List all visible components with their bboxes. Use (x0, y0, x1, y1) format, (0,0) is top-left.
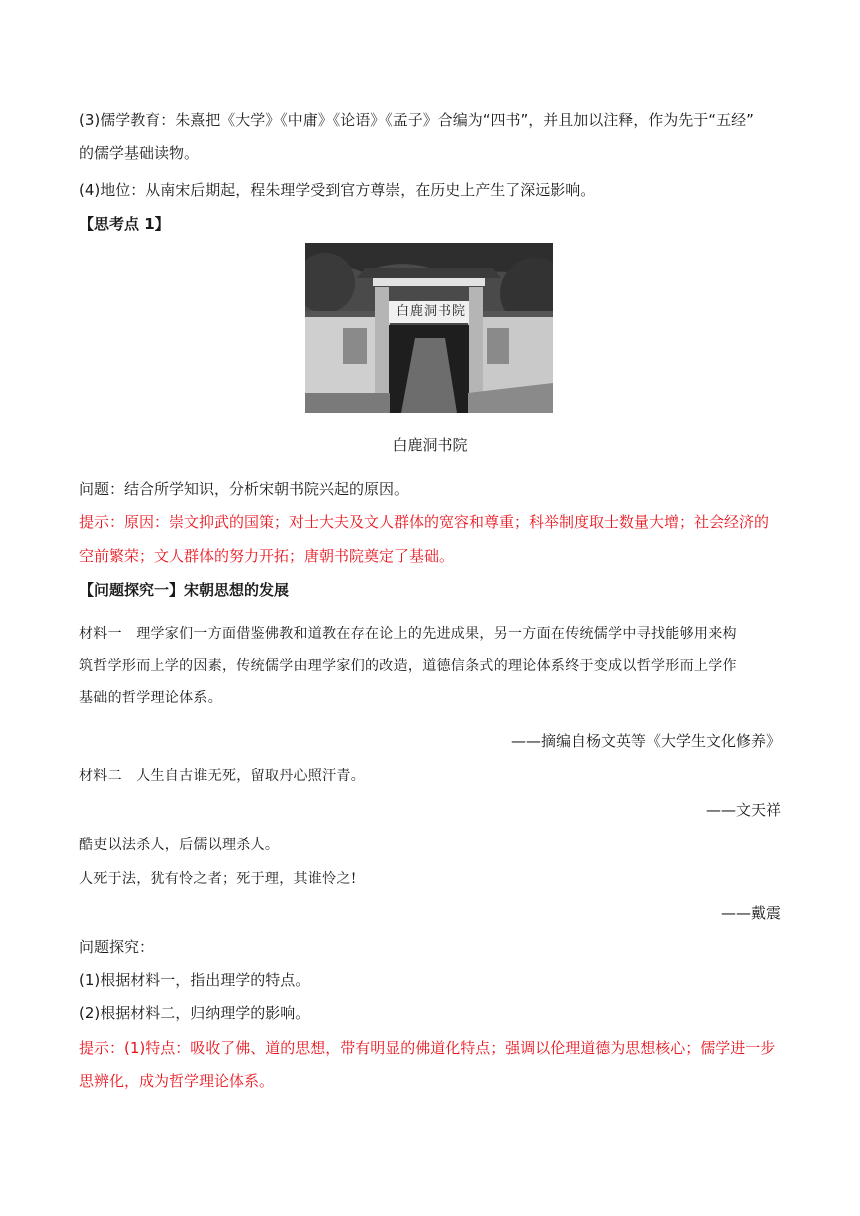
section-heading-thinking-point: 【思考点 1】 (79, 215, 170, 233)
material-two-line3: 人死于法，犹有怜之者；死于理，其谁怜之! (79, 871, 357, 887)
section-heading-explore-one: 【问题探究一】宋朝思想的发展 (79, 581, 290, 599)
material-one-source: ——摘编自杨文英等《大学生文化修养》 (510, 732, 781, 750)
question-one: (1)根据材料一，指出理学的特点。 (79, 971, 311, 989)
bailudong-academy-photo (305, 243, 553, 413)
hint-answer-line2: 空前繁荣；文人群体的努力开拓；唐朝书院奠定了基础。 (79, 547, 455, 565)
paragraph-confucian-education-line1: (3)儒学教育：朱熹把《大学》《中庸》《论语》《孟子》合编为“四书”，并且加以注释，作为先于“五经” (79, 111, 754, 129)
hint-answer-two-line2: 思辨化，成为哲学理论体系。 (79, 1072, 275, 1090)
material-one-line1: 材料一 理学家们一方面借鉴佛教和道教在存在论上的先进成果，另一方面在传统儒学中寻找能够用来构 (79, 626, 737, 642)
hint-answer-line1: 提示：原因：崇文抑武的国策；对士大夫及文人群体的宽容和尊重；科举制度取士数量大增；社会经济的 (79, 513, 770, 531)
explore-questions-label: 问题探究： (79, 938, 155, 956)
paragraph-status: (4)地位：从南宋后期起，程朱理学受到官方尊崇，在历史上产生了深远影响。 (79, 181, 596, 199)
material-two-line1: 材料二 人生自古谁无死，留取丹心照汗青。 (79, 768, 365, 784)
material-one-line2: 筑哲学形而上学的因素，传统儒学由理学家们的改造，道德信条式的理论体系终于变成以哲学形而上学作 (79, 658, 737, 674)
question-two: (2)根据材料二，归纳理学的影响。 (79, 1004, 311, 1022)
material-two-source-wen-tianxiang: ——文天祥 (705, 801, 781, 819)
material-two-line2: 酷吏以法杀人，后儒以理杀人。 (79, 837, 280, 853)
question-academy-rise: 问题：结合所学知识，分析宋朝书院兴起的原因。 (79, 480, 410, 498)
photo-caption: 白鹿洞书院 (392, 436, 468, 454)
academy-plaque-text: 白鹿洞书院 (395, 304, 466, 319)
paragraph-confucian-education-line2: 的儒学基础读物。 (79, 144, 200, 162)
material-one-line3: 基础的哲学理论体系。 (79, 690, 222, 706)
material-two-source-dai-zhen: ——戴震 (720, 904, 781, 922)
hint-answer-two-line1: 提示：(1)特点：吸收了佛、道的思想，带有明显的佛道化特点；强调以伦理道德为思想核心；儒学进一步 (79, 1039, 776, 1057)
